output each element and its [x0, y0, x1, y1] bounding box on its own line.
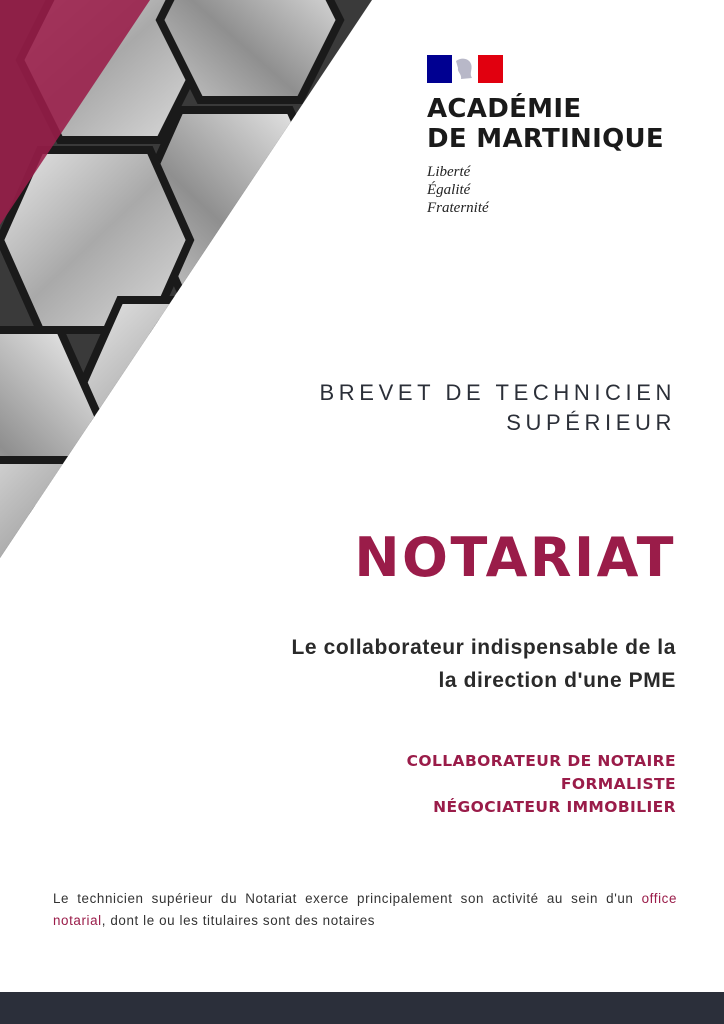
academy-logo	[427, 55, 687, 217]
academy-name-line2: DE MARTINIQUE	[427, 124, 664, 154]
marianne-icon	[452, 55, 477, 83]
academy-name	[427, 94, 687, 154]
flag-red-band	[478, 55, 503, 83]
role-item: NÉGOCIATEUR IMMOBILIER	[433, 798, 676, 816]
role-item: COLLABORATEUR DE NOTAIRE	[406, 752, 676, 770]
motto-liberte: Liberté	[427, 164, 471, 180]
career-roles	[407, 750, 676, 819]
description-paragraph	[53, 888, 677, 932]
office-notarial-link[interactable]: office notarial	[53, 891, 677, 928]
flag-blue-band	[427, 55, 452, 83]
footer-band	[0, 992, 724, 1024]
description-text: Le technicien supérieur du Notariat exerce principalement son activité au sein d'un	[53, 891, 642, 906]
page-title: NOTARIAT	[354, 526, 676, 589]
description-text-end: , dont le ou les titulaires sont des notaires	[101, 913, 376, 928]
subtitle-line1: Le collaborateur indispensable de la	[291, 636, 676, 659]
motto-egalite: Égalité	[427, 182, 471, 198]
diploma-kicker	[320, 378, 676, 438]
kicker-line1: BREVET DE TECHNICIEN	[319, 380, 676, 405]
academy-name-line1: ACADÉMIE	[427, 94, 582, 124]
role-item: FORMALISTE	[560, 775, 676, 793]
subtitle	[291, 631, 676, 697]
kicker-line2: SUPÉRIEUR	[506, 410, 676, 435]
french-flag-icon	[427, 55, 503, 83]
motto-fraternite: Fraternité	[427, 200, 489, 216]
subtitle-line2: la direction d'une PME	[438, 669, 676, 692]
republic-motto	[427, 163, 687, 217]
